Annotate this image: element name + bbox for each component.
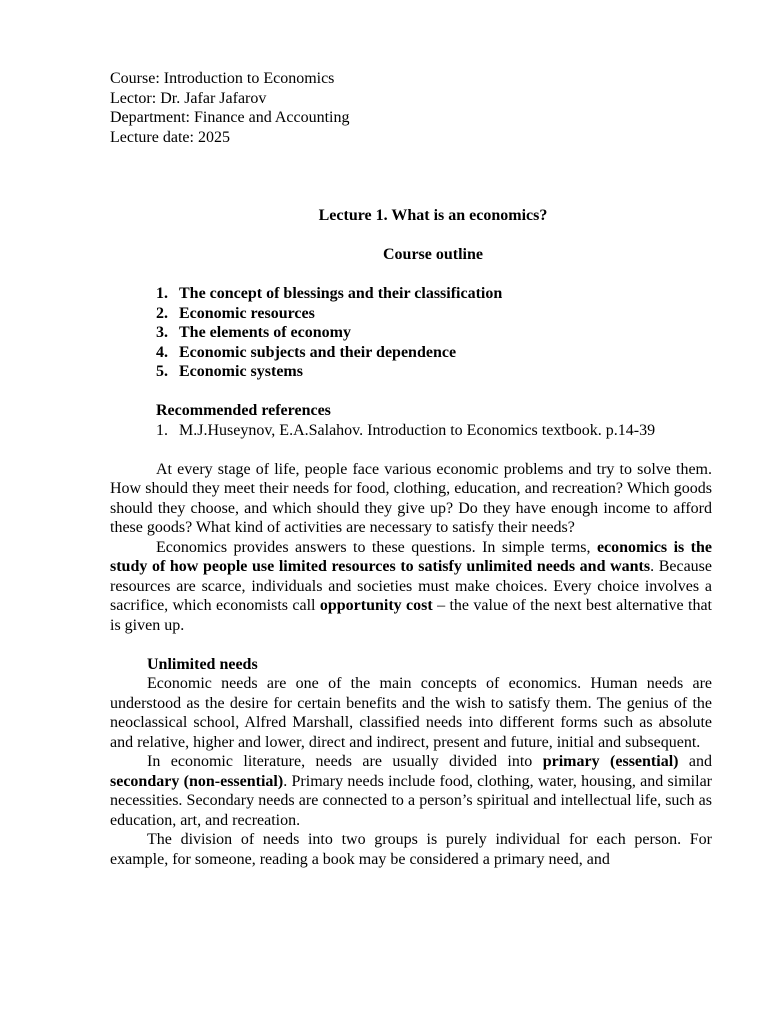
needs-text: and bbox=[678, 753, 712, 770]
outline-item-text: Economic subjects and their dependence bbox=[179, 343, 457, 361]
outline-item-text: Economic systems bbox=[179, 363, 303, 380]
outline-item bbox=[110, 323, 712, 343]
lecture-meta bbox=[110, 69, 712, 147]
outline-item bbox=[110, 343, 712, 363]
outline-item-number: 1. bbox=[156, 285, 168, 302]
needs-text: . Primary needs include food, clothing, water, housing, and similar necessities. Secondary needs are connected to a person’s spiritual and intellectual life, such as education, art, and recreation. bbox=[110, 772, 712, 829]
outline-item-number: 5. bbox=[156, 363, 168, 380]
definition-paragraph bbox=[110, 538, 712, 636]
reference-item bbox=[110, 421, 712, 441]
references-list bbox=[110, 421, 712, 441]
department-line: Department: Finance and Accounting bbox=[110, 109, 350, 126]
outline-item-number: 4. bbox=[156, 343, 168, 361]
needs-types-paragraph bbox=[110, 752, 712, 830]
economics-definition: economics is the study of how people use limited resources to satisfy unlimited needs and wants bbox=[110, 538, 713, 575]
outline-item-text: The concept of blessings and their classification bbox=[179, 285, 503, 302]
section-heading: Unlimited needs bbox=[147, 655, 258, 673]
definition-text: . Because resources are scarce, individuals and societies must make choices. Every choice involves a sacrifice, which economists call bbox=[110, 558, 713, 614]
document-page bbox=[110, 69, 712, 869]
outline-item-number: 3. bbox=[156, 324, 168, 341]
secondary-needs-term: secondary (non-essential) bbox=[110, 772, 284, 790]
outline-item-text: The elements of economy bbox=[179, 324, 351, 341]
lecture-title: Lecture 1. What is an economics? bbox=[318, 207, 548, 224]
course-line: Course: Introduction to Economics bbox=[110, 70, 335, 87]
lector-line: Lector: Dr. Jafar Jafarov bbox=[110, 89, 267, 107]
outline-item-number: 2. bbox=[156, 304, 168, 322]
outline-item bbox=[110, 284, 712, 304]
reference-item-text: M.J.Huseynov, E.A.Salahov. Introduction to Economics textbook. p.14-39 bbox=[179, 421, 656, 439]
division-paragraph: The division of needs into two groups is purely individual for each person. For example, for someone, reading a book may be considered a primary need, and bbox=[110, 831, 712, 868]
primary-needs-term: primary (essential) bbox=[542, 753, 679, 770]
outline-list bbox=[110, 284, 712, 382]
reference-item-number: 1. bbox=[156, 421, 168, 439]
date-line: Lecture date: 2025 bbox=[110, 128, 230, 146]
needs-text: In economic literature, needs are usually divided into bbox=[147, 753, 543, 770]
definition-text: Economics provides answers to these questions. In simple terms, bbox=[156, 538, 597, 556]
outline-item bbox=[110, 304, 712, 324]
definition-text: – the value of the next best alternative that is given up. bbox=[110, 597, 713, 634]
outline-heading: Course outline bbox=[383, 246, 483, 263]
opportunity-cost-term: opportunity cost bbox=[319, 597, 433, 614]
references-heading: Recommended references bbox=[156, 402, 331, 419]
intro-paragraph: At every stage of life, people face various economic problems and try to solve them. How should they meet their needs for food, clothing, education, and recreation? Which goods should they choose, and which should they give up? Do they have enough income to afford these goods? What kind of activities are necessary to satisfy their needs? bbox=[110, 460, 712, 536]
needs-paragraph: Economic needs are one of the main concepts of economics. Human needs are understood as the desire for certain benefits and the wish to satisfy them. The genius of the neoclassical school, Alfred Marshall, classified needs into different forms such as absolute and relative, higher and lower, direct and indirect, present and future, initial and subsequent. bbox=[110, 675, 712, 751]
outline-item-text: Economic resources bbox=[179, 304, 315, 322]
outline-item bbox=[110, 362, 712, 382]
